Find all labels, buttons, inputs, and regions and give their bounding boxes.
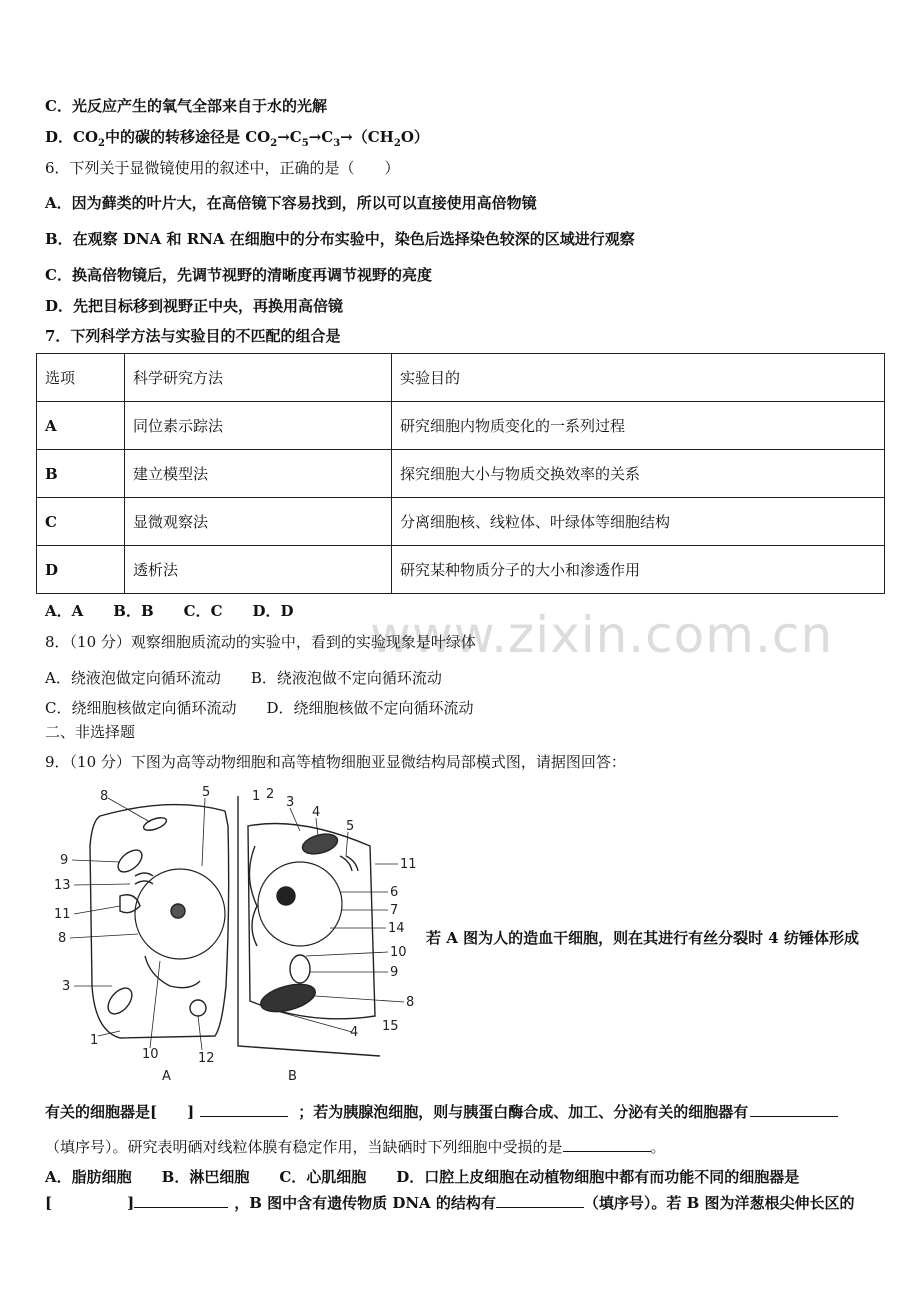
table-cell: 探究细胞大小与物质交换效率的关系 [392, 450, 885, 498]
answer-blank[interactable] [200, 1102, 288, 1117]
table-cell: C [37, 498, 125, 546]
q6-option-a: A．因为藓类的叶片大，在高倍镜下容易找到，所以可以直接使用高倍物镜 [45, 194, 537, 212]
table-row [37, 498, 885, 546]
figure-label: 1 [252, 789, 261, 804]
table-row [37, 402, 885, 450]
figure-label: 8 [406, 995, 415, 1010]
figure-label: 8 [58, 931, 67, 946]
figure-label: 3 [62, 979, 71, 994]
q9-line-4: [ ] ，B 图中含有遗传物质 DNA 的结构有 （填序号）。若 B 图为洋葱根尖伸长区的 [45, 1194, 855, 1212]
table-cell: A [37, 402, 125, 450]
figure-label: 8 [100, 789, 109, 804]
answer-blank[interactable] [134, 1193, 228, 1208]
figure-label: 9 [60, 853, 69, 868]
q9-line-3: A．脂肪细胞 B．淋巴细胞 C．心肌细胞 D．口腔上皮细胞在动植物细胞中都有而功能不同的细胞器是 [45, 1168, 800, 1186]
animal-cell-leaders [70, 798, 205, 1050]
answer-blank[interactable] [750, 1102, 838, 1117]
q8-stem: 8．（10 分）观察细胞质流动的实验中，看到的实验现象是叶绿体 [45, 633, 476, 651]
cell-diagram [50, 786, 420, 1086]
table-cell: 建立模型法 [125, 450, 392, 498]
figure-label: 11 [54, 907, 71, 922]
q9-stem: 9．（10 分）下图为高等动物细胞和高等植物细胞亚显微结构局部模式图，请据图回答： [45, 753, 626, 771]
table-cell: B [37, 450, 125, 498]
q6-option-c: C．换高倍物镜后，先调节视野的清晰度再调节视野的亮度 [45, 266, 432, 284]
table-row [37, 450, 885, 498]
table-row [37, 546, 885, 594]
q7-table [36, 353, 885, 594]
table-header-cell: 实验目的 [392, 354, 885, 402]
figure-label: 10 [142, 1047, 159, 1062]
table-cell: 透析法 [125, 546, 392, 594]
table-cell: 研究某种物质分子的大小和渗透作用 [392, 546, 885, 594]
figure-label: 13 [54, 878, 71, 893]
figure-label: 4 [312, 805, 321, 820]
figure-label: 6 [390, 885, 399, 900]
figure-label: 3 [286, 795, 295, 810]
figure-label: 10 [390, 945, 407, 960]
animal-cell-labels [54, 786, 215, 1084]
figure-label: 14 [388, 921, 405, 936]
table-header-row [37, 354, 885, 402]
q6-option-d: D．先把目标移到视野正中央，再换用高倍镜 [45, 297, 344, 315]
q5-option-d: D．$CO_2$中的碳的转移途径是 $CO_2\to C_5\to C_3\to(CH_2O)$ [45, 128, 429, 149]
plant-cell [238, 796, 380, 1056]
table-cell: 显微观察法 [125, 498, 392, 546]
table-header-cell: 选项 [37, 354, 125, 402]
q8-options-cd: C．绕细胞核做定向循环流动 D．绕细胞核做不定向循环流动 [45, 699, 474, 717]
figure-label: 5 [202, 786, 211, 800]
q7-choices: A．A B．B C．C D．D [45, 602, 294, 620]
figure-caption: B [288, 1069, 297, 1084]
section-heading: 二、非选择题 [45, 723, 136, 741]
plant-cell-labels [252, 787, 417, 1084]
figure-label: 4 [350, 1025, 359, 1040]
answer-blank[interactable] [496, 1193, 584, 1208]
figure-label: 12 [198, 1051, 215, 1066]
q5-option-c: C．光反应产生的氧气全部来自于水的光解 [45, 97, 327, 115]
figure-label: 11 [400, 857, 417, 872]
table-cell: D [37, 546, 125, 594]
figure-label: 15 [382, 1019, 399, 1034]
q7-stem: 7．下列科学方法与实验目的不匹配的组合是 [45, 327, 341, 345]
q9-side-text: 若 A 图为人的造血干细胞，则在其进行有丝分裂时 4 纺锤体形成 [426, 929, 859, 947]
q9-line-1: 有关的细胞器是[ ] ；若为胰腺泡细胞，则与胰蛋白酶合成、加工、分泌有关的细胞器有 [45, 1102, 838, 1122]
figure-label: 1 [90, 1033, 99, 1048]
q8-options-ab: A．绕液泡做定向循环流动 B．绕液泡做不定向循环流动 [45, 669, 442, 687]
table-cell: 研究细胞内物质变化的一系列过程 [392, 402, 885, 450]
watermark: www.zixin.com.cn [370, 606, 834, 664]
figure-label: 5 [346, 819, 355, 834]
table-cell: 分离细胞核、线粒体、叶绿体等细胞结构 [392, 498, 885, 546]
figure-label: 2 [266, 787, 275, 802]
table-cell: 同位素示踪法 [125, 402, 392, 450]
figure-label: 7 [390, 903, 399, 918]
q6-stem: 6．下列关于显微镜使用的叙述中，正确的是（ ） [45, 159, 400, 177]
figure-caption: A [162, 1069, 171, 1084]
answer-blank[interactable] [563, 1137, 651, 1152]
animal-cell [90, 805, 229, 1038]
figure-label: 9 [390, 965, 399, 980]
table-header-cell: 科学研究方法 [125, 354, 392, 402]
q9-line-2: （填序号）。研究表明硒对线粒体膜有稳定作用，当缺硒时下列细胞中受损的是 。 [45, 1138, 666, 1156]
q6-option-b: B．在观察 DNA 和 RNA 在细胞中的分布实验中，染色后选择染色较深的区域进行观察 [45, 230, 635, 248]
